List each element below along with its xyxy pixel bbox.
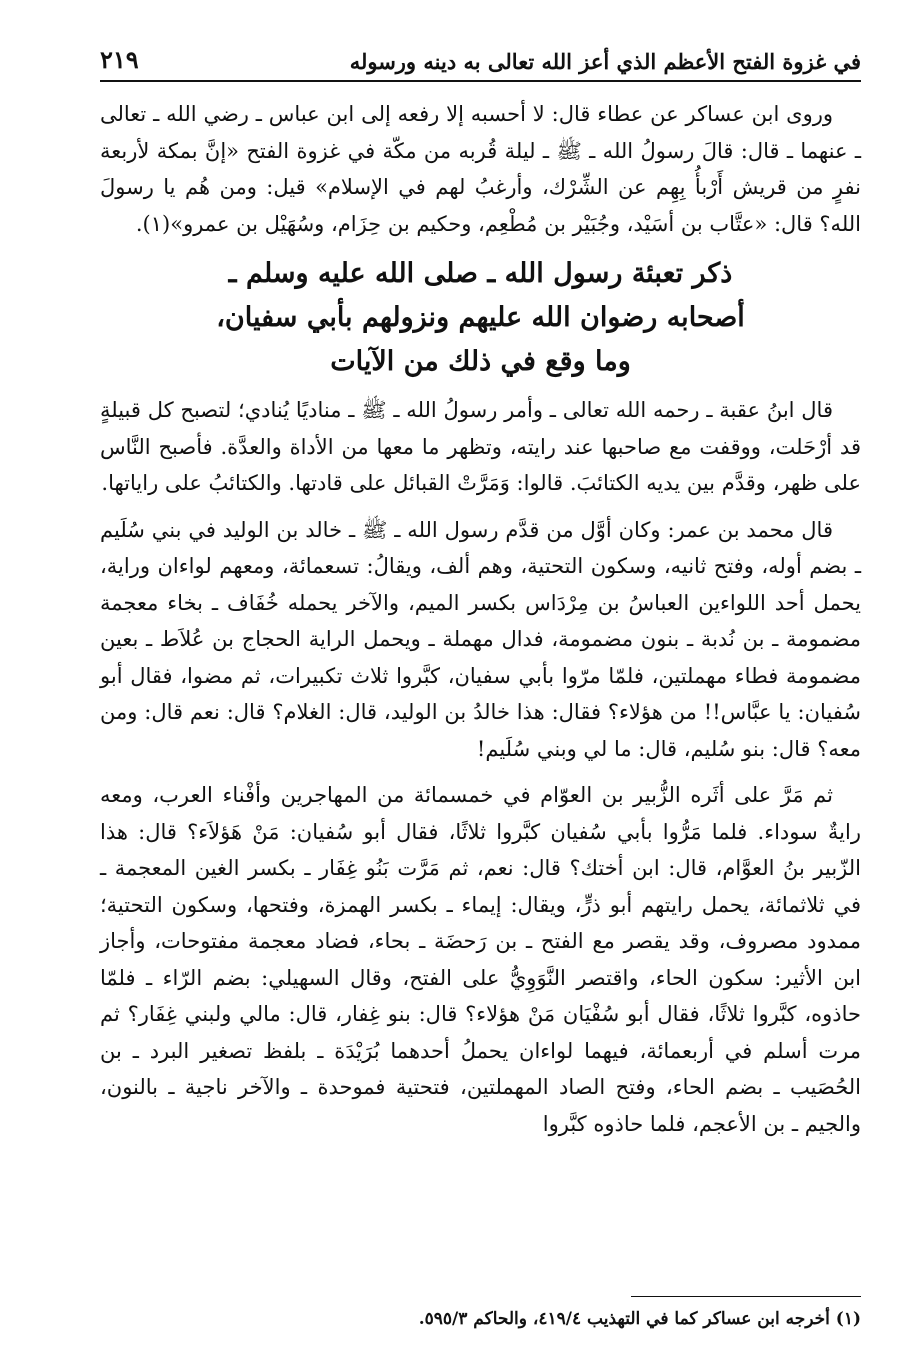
footnote-divider (631, 1296, 861, 1297)
paragraph-muhammad-bin-umar: قال محمد بن عمر: وكان أوَّل من قدَّم رسول الله ـ ﷺ ـ خالد بن الوليد في بني سُلَيم ـ بضم أوله، وفتح ثانيه، وسكون التحتية، وهم ألف، ويقالُ: تسعمائة، ومعهم لواءان وراية، يحمل أحد اللواءين العباسُ بن مِرْدَاس بكسر الميم، والآخر يحمله خُفَاف ـ بخاء معجمة مضمومة ـ بن نُدبة ـ بنون مضمومة، فدال مهملة ـ ويحمل الراية الحجاج بن عُلاَط ـ بعين مضمومة فطاء مهملتين، فلمّا مرّوا بأبي سفيان، كبَّروا ثلاث تكبيرات، ثم مضوا، فقال أبو سُفيان: يا عبَّاس!! من هؤلاء؟ فقال: هذا خالدُ بن الوليد، قال: الغلام؟ قال: نعم قال: ومن معه؟ قال: بنو سُليم، قال: ما لي وبني سُلَيم! (100, 517, 861, 761)
running-header (100, 30, 861, 82)
paragraph-ibn-asakir: وروى ابن عساكر عن عطاء قال: لا أحسبه إلا رفعه إلى ابن عباس ـ رضي الله ـ تعالى ـ عنهما ـ قال: قالَ رسولُ الله ـ ﷺ ـ ليلة قُربه من مكّة في غزوة الفتح «إنَّ بمكة لأربعة نفرٍ من قريش أَرْبأُ بِهِم عن الشِّرْك، وأرغبُ لهم في الإسلام» قيل: ومن هُم يا رسولَ الله؟ قال: «عتَّاب بن أسَيْد، وجُبَيْر بن مُطْعِم، وحكيم بن حِزَام، وسُهَيْل بن عمرو»(١). (100, 102, 861, 236)
section-heading (100, 252, 861, 384)
heading-line-3: وما وقع في ذلك من الآيات (330, 346, 631, 377)
running-title: في غزوة الفتح الأعظم الذي أعز الله تعالى به دينه ورسوله (349, 49, 861, 74)
paragraph-zubair: ثم مَرَّ على أثَره الزُّبير بن العوّام في خمسمائة من المهاجرين وأفْناء العرب، ومعه رايةٌ سوداء. فلما مَرُّوا بأبي سُفيان كبَّروا ثلاثًا، فقال أبو سُفيان: مَنْ هَؤلاَء؟ قال: هذا الزّبير بنُ العوَّام، قال: ابن أختك؟ قال: نعم، ثم مَرَّت بَنُو غِفَار ـ بكسر الغين المعجمة ـ في ثلاثمائة، يحمل رايتهم أبو ذرٍّ، ويقال: إيماء ـ بكسر الهمزة، وفتحها، وسكون التحتية؛ ممدود مصروف، وقد يقصر مع الفتح ـ بن رَحضَة ـ بحاء، فضاد معجمة مفتوحات، وأجاز ابن الأثير: سكون الحاء، واقتصر النَّوَوِيُّ على الفتح، وقال السهيلي: بضم الرّاء ـ فلمّا حاذوه، كبَّروا ثلاثًا، فقال أبو سُفْيَان مَنْ هؤلاء؟ قال: بنو غِفار، قال: مالي ولبني غِفَار؟ ثم مرت أسلم في أربعمائة، فيهما لواءان يحملُ أحدهما بُرَيْدَة ـ بلفظ تصغير البرد ـ بن الحُصَيب ـ بضم الحاء، وفتح الصاد المهملتين، فتحتية فموحدة ـ والآخر ناجية ـ بالنون، والجيم ـ بن الأعجم، فلما حاذوه كبَّروا (100, 783, 861, 1136)
paragraph-ibn-uqba: قال ابنُ عقبة ـ رحمه الله تعالى ـ وأمر رسولُ الله ـ ﷺ ـ مناديًا يُنادي؛ لتصبح كل قبيلةٍ قد أرْحَلت، ووقفت مع صاحبها عند رايته، وتظهر ما معها من الأداة والعدَّة. فأصبح النَّاس على ظهر، وقدَّم بين يديه الكتائبَ. قالوا: وَمَرَّتْ القبائل على قادتها. والكتائبُ على راياتها. (100, 398, 861, 495)
heading-line-2: أصحابه رضوان الله عليهم ونزولهم بأبي سفيان، (216, 302, 745, 333)
footnote: (١) أخرجه ابن عساكر كما في التهذيب ٤١٩/٤، والحاكم ٥٩٥/٣. (418, 1309, 861, 1329)
heading-line-1: ذكر تعبئة رسول الله ـ صلى الله عليه وسلم ـ (228, 258, 733, 289)
page-body (100, 96, 861, 1152)
page-number: ٢١٩ (100, 45, 139, 74)
